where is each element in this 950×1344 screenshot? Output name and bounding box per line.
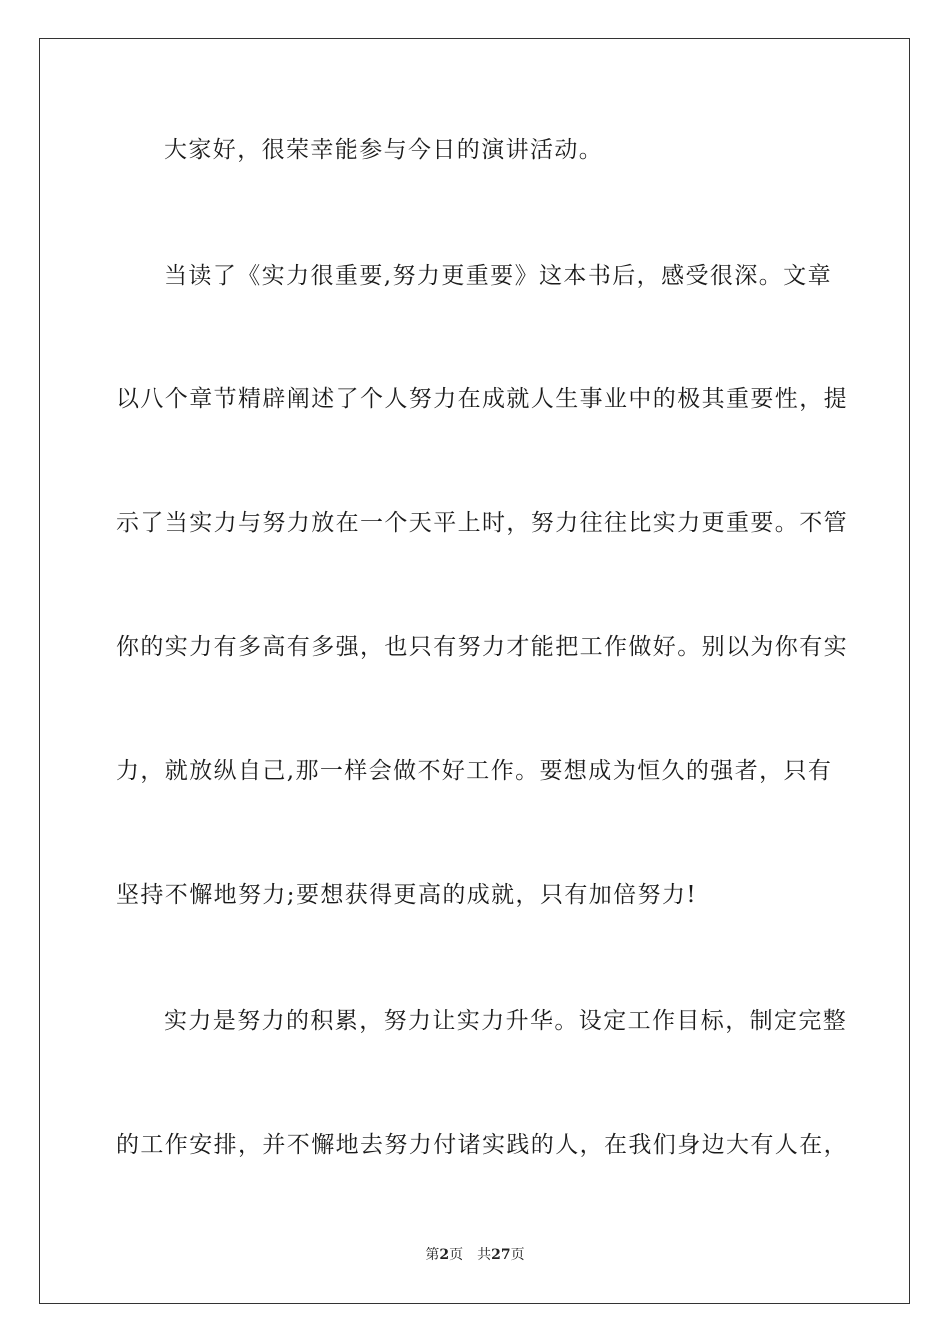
paragraph-line-3: 以八个章节精辟阐述了个人努力在成就人生事业中的极其重要性，提 [116, 386, 848, 412]
paragraph-line-5: 你的实力有多高有多强，也只有努力才能把工作做好。别以为你有实 [116, 634, 848, 660]
total-prefix: 共 [477, 1247, 492, 1263]
paragraph-line-1: 大家好，很荣幸能参与今日的演讲活动。 [164, 137, 604, 163]
page-suffix: 页 [449, 1247, 464, 1263]
page-prefix: 第 [425, 1247, 440, 1263]
paragraph-line-2: 当读了《实力很重要,努力更重要》这本书后，感受很深。文章 [164, 263, 832, 289]
total-suffix: 页 [510, 1247, 525, 1263]
paragraph-line-7: 坚持不懈地努力;要想获得更高的成就，只有加倍努力! [116, 882, 697, 908]
page-number: 2 [439, 1247, 450, 1263]
total-pages: 27 [491, 1247, 511, 1263]
paragraph-line-4: 示了当实力与努力放在一个天平上时，努力往往比实力更重要。不管 [116, 510, 848, 536]
paragraph-line-9: 的工作安排，并不懈地去努力付诸实践的人，在我们身边大有人在， [116, 1132, 848, 1158]
paragraph-line-8: 实力是努力的积累，努力让实力升华。设定工作目标，制定完整 [164, 1008, 848, 1034]
page-footer [0, 1246, 950, 1264]
paragraph-line-6: 力，就放纵自己,那一样会做不好工作。要想成为恒久的强者，只有 [116, 758, 833, 784]
page-frame [39, 38, 910, 1304]
